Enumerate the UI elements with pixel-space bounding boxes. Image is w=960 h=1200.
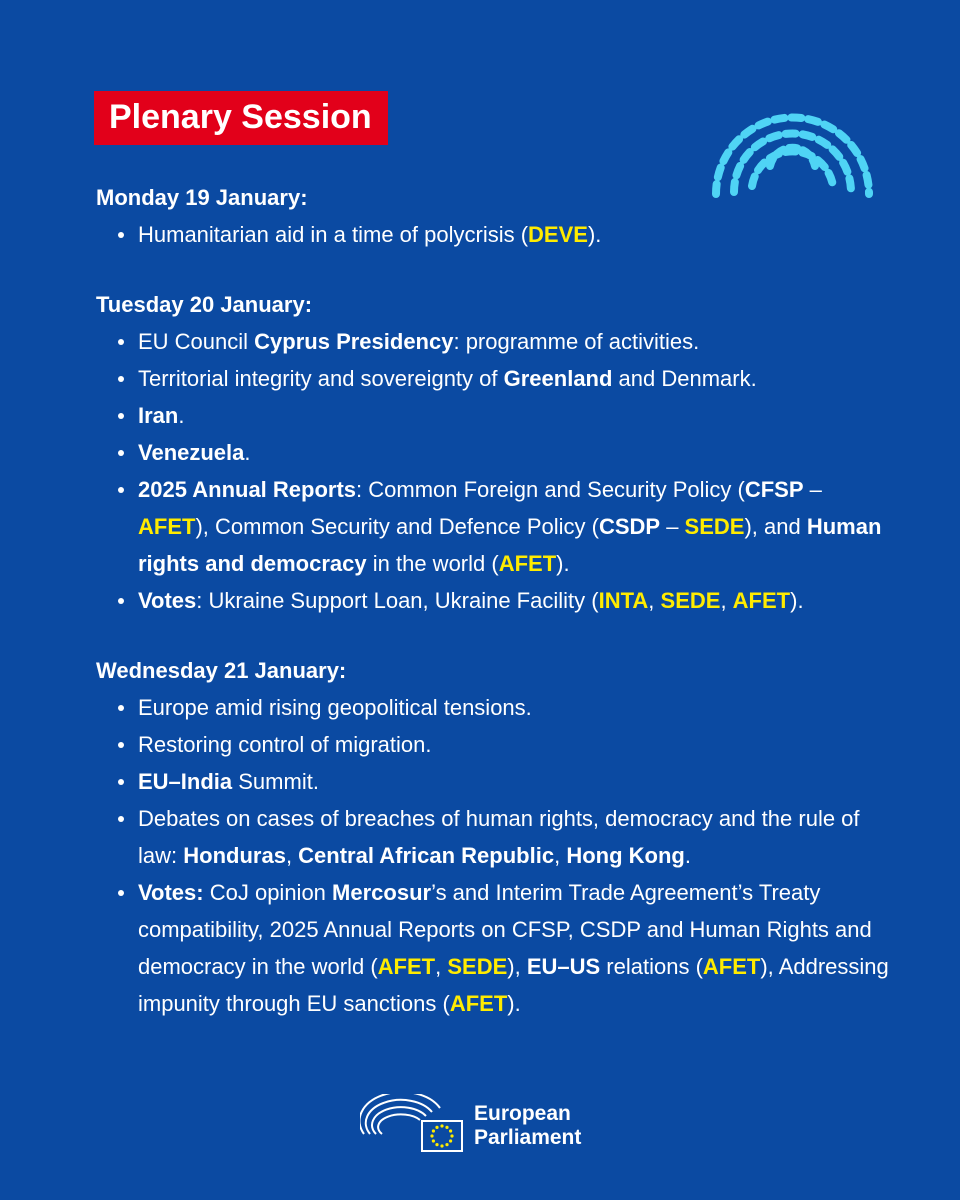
item-text: Mercosur: [332, 880, 432, 905]
committee-tag: AFET: [732, 588, 791, 613]
item-text: Honduras: [183, 843, 286, 868]
page-title: Plenary Session: [94, 91, 388, 145]
item-text: CSDP: [598, 514, 661, 539]
item-text: ), Common Security and Defence Policy (: [195, 514, 599, 539]
item-text: 2025 Annual Reports: [138, 477, 357, 502]
agenda-item: [96, 397, 896, 434]
item-text: Central African Republic: [298, 843, 555, 868]
item-text: Cyprus Presidency: [254, 329, 454, 354]
item-text: CFSP: [744, 477, 804, 502]
brand-line-2: Parliament: [474, 1126, 582, 1149]
item-text: ).: [587, 222, 602, 247]
item-text: .: [244, 440, 251, 465]
agenda-list: [96, 323, 896, 619]
item-text: ),: [507, 954, 527, 979]
item-text: .: [178, 403, 185, 428]
item-text: –: [803, 477, 822, 502]
parliament-flag-icon: [360, 1094, 464, 1154]
agenda-item: [96, 323, 896, 360]
committee-tag: INTA: [598, 588, 649, 613]
agenda-item: [96, 582, 896, 619]
item-text: Venezuela: [138, 440, 245, 465]
committee-tag: SEDE: [447, 954, 508, 979]
item-text: and Denmark.: [612, 366, 757, 391]
brand-line-1: European: [474, 1102, 571, 1125]
item-text: Restoring control of migration.: [138, 732, 432, 757]
item-text: Hong Kong: [566, 843, 685, 868]
agenda-list: [96, 689, 896, 1022]
agenda-item: [96, 726, 896, 763]
item-text: relations (: [600, 954, 703, 979]
item-text: Votes:: [138, 880, 204, 905]
item-text: EU–US: [526, 954, 601, 979]
item-text: ,: [435, 954, 448, 979]
agenda-item: [96, 689, 896, 726]
agenda-item: [96, 471, 896, 582]
item-text: ).: [556, 551, 570, 576]
item-text: : programme of activities.: [453, 329, 700, 354]
day-section: [96, 653, 896, 1022]
committee-tag: DEVE: [528, 222, 588, 247]
committee-tag: SEDE: [660, 588, 721, 613]
item-text: Territorial integrity and sovereignty of: [138, 366, 504, 391]
agenda-item: [96, 763, 896, 800]
item-text: ’s and Interim Trade Agreement’s Treaty compatibility, 2025 Annual Reports on CFSP, CSDP and Human Rights and democracy in the world (: [138, 880, 872, 979]
item-text: Europe amid rising geopolitical tensions.: [138, 695, 532, 720]
item-text: : Common Foreign and Security Policy (: [356, 477, 745, 502]
item-text: in the world (: [366, 551, 499, 576]
item-text: Iran: [138, 403, 179, 428]
committee-tag: AFET: [449, 991, 508, 1016]
item-text: ), and: [744, 514, 807, 539]
day-heading: Wednesday 21 January:: [96, 658, 347, 683]
agenda-item: [96, 216, 896, 253]
item-text: Greenland: [503, 366, 613, 391]
brand-name: [474, 1102, 581, 1150]
day-section: [96, 180, 896, 253]
item-text: ), Addressing impunity through EU sanctions (: [138, 954, 889, 1016]
item-text: .: [684, 843, 691, 868]
item-text: ).: [790, 588, 804, 613]
item-text: ,: [720, 588, 733, 613]
item-text: : Ukraine Support Loan, Ukraine Facility (: [196, 588, 599, 613]
item-text: EU Council: [138, 329, 255, 354]
day-section: [96, 287, 896, 619]
day-heading: Monday 19 January:: [96, 185, 308, 210]
committee-tag: AFET: [377, 954, 436, 979]
european-parliament-logo: [360, 1094, 620, 1156]
item-text: Humanitarian aid in a time of polycrisis (: [138, 222, 529, 247]
item-text: ,: [648, 588, 661, 613]
item-text: Human rights and democracy: [138, 514, 882, 576]
item-text: EU–India: [138, 769, 233, 794]
item-text: ,: [285, 843, 299, 868]
item-text: Debates on cases of breaches of human rights, democracy and the rule of law:: [138, 806, 860, 868]
agenda-item: [96, 434, 896, 471]
committee-tag: AFET: [702, 954, 761, 979]
item-text: Summit.: [232, 769, 319, 794]
committee-tag: SEDE: [684, 514, 745, 539]
agenda-item: [96, 360, 896, 397]
item-text: CoJ opinion: [203, 880, 333, 905]
item-text: Votes: [138, 588, 197, 613]
day-heading: Tuesday 20 January:: [96, 292, 313, 317]
committee-tag: AFET: [498, 551, 557, 576]
item-text: –: [660, 514, 685, 539]
agenda-item: [96, 800, 896, 874]
agenda: [96, 180, 896, 1056]
item-text: ).: [507, 991, 521, 1016]
agenda-item: [96, 874, 896, 1022]
agenda-list: [96, 216, 896, 253]
item-text: ,: [554, 843, 567, 868]
committee-tag: AFET: [138, 514, 196, 539]
